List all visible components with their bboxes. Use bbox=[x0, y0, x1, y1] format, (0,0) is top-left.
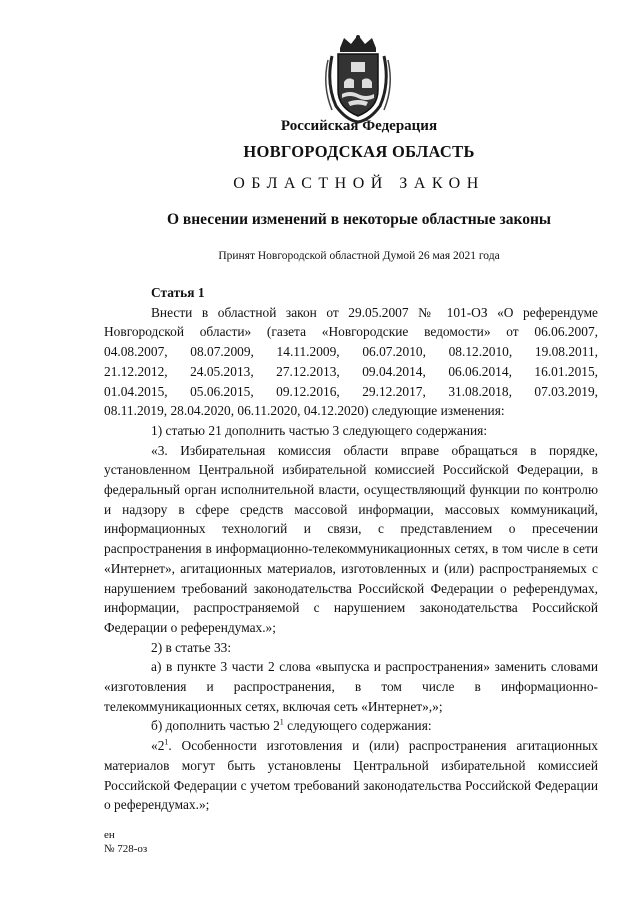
item-1: 1) статью 21 дополнить частью 3 следующего содержания: bbox=[151, 422, 488, 438]
item-2b-suffix: следующего содержания: bbox=[283, 718, 432, 734]
item-2b-superscript: 1 bbox=[279, 718, 284, 727]
item-2b-quote bbox=[104, 736, 598, 815]
item-2b-quote-text: . Особенности изготовления и (или) распространения агитационных материалов могут быть установлены Центральной избирательной комиссией Российской Федерации с учетом требований законодательства Российской Федерации о референдумах.»; bbox=[104, 738, 598, 813]
federation-heading: Российская Федерация bbox=[280, 118, 438, 134]
law-title: О внесении изменений в некоторые областные законы bbox=[166, 211, 552, 228]
coat-of-arms-icon bbox=[318, 34, 398, 124]
intro-line: 04.08.2007, 08.07.2009, 14.11.2009, 06.07.2010, 08.12.2010, 19.08.2011, bbox=[104, 344, 598, 360]
intro-line: Внести в областной закон от 29.05.2007 № 101-ОЗ «О референдуме bbox=[151, 304, 598, 320]
intro-line: 21.12.2012, 24.05.2013, 27.12.2013, 09.04.2014, 06.06.2014, 16.01.2015, bbox=[104, 363, 598, 379]
item-2b-quote-superscript: 1 bbox=[164, 737, 169, 747]
footer-number: № 728-оз bbox=[104, 843, 148, 855]
item-2b-quote-prefix: «2 bbox=[151, 738, 165, 754]
article-body bbox=[104, 283, 598, 815]
item-2b bbox=[104, 716, 598, 736]
item-1-quote: «3. Избирательная комиссия области вправе обращаться в порядке, установленном Центральной избирательной комиссией Российской Федерации, в федеральный орган исполнительной власти, осуществляющий функции по контролю и надзору в сфере средств массовой информации, массовых коммуникаций, информационных технологий и связи, с представлением о пресечении распространения в информационно-телекоммуникационных сетях, в том числе в сети «Интернет», агитационных материалов, изготовленных и (или) распространяемых с нарушением требований законодательства Российской Федерации о референдумах, информации, распространяемой с нарушением законодательства Российской Федерации о референдумах.»; bbox=[104, 442, 598, 635]
item-2a: а) в пункте 3 части 2 слова «выпуска и распространения» заменить словами «изготовления и распространения, в том числе в информационно-телекоммуникационных сетях, включая сеть «Интернет»,»; bbox=[104, 659, 598, 714]
item-2b-prefix: б) дополнить частью 2 bbox=[151, 718, 280, 734]
item-2: 2) в статье 33: bbox=[151, 639, 232, 655]
footer-initials: ен bbox=[104, 829, 115, 841]
intro-line: 01.04.2015, 05.06.2015, 09.12.2016, 29.12.2017, 31.08.2018, 07.03.2019, bbox=[104, 383, 598, 399]
region-heading: НОВГОРОДСКАЯ ОБЛАСТЬ bbox=[243, 142, 475, 161]
adoption-note: Принят Новгородской областной Думой 26 мая 2021 года bbox=[218, 250, 500, 262]
intro-line: 08.11.2019, 28.04.2020, 06.11.2020, 04.12.2020) следующие изменения: bbox=[104, 403, 505, 419]
law-type-heading: ОБЛАСТНОЙ ЗАКОН bbox=[233, 175, 485, 192]
footer bbox=[104, 828, 147, 856]
article-heading: Статья 1 bbox=[151, 285, 205, 300]
intro-line: Новгородской области» (газета «Новгородские ведомости» от 06.06.2007, bbox=[104, 324, 598, 340]
